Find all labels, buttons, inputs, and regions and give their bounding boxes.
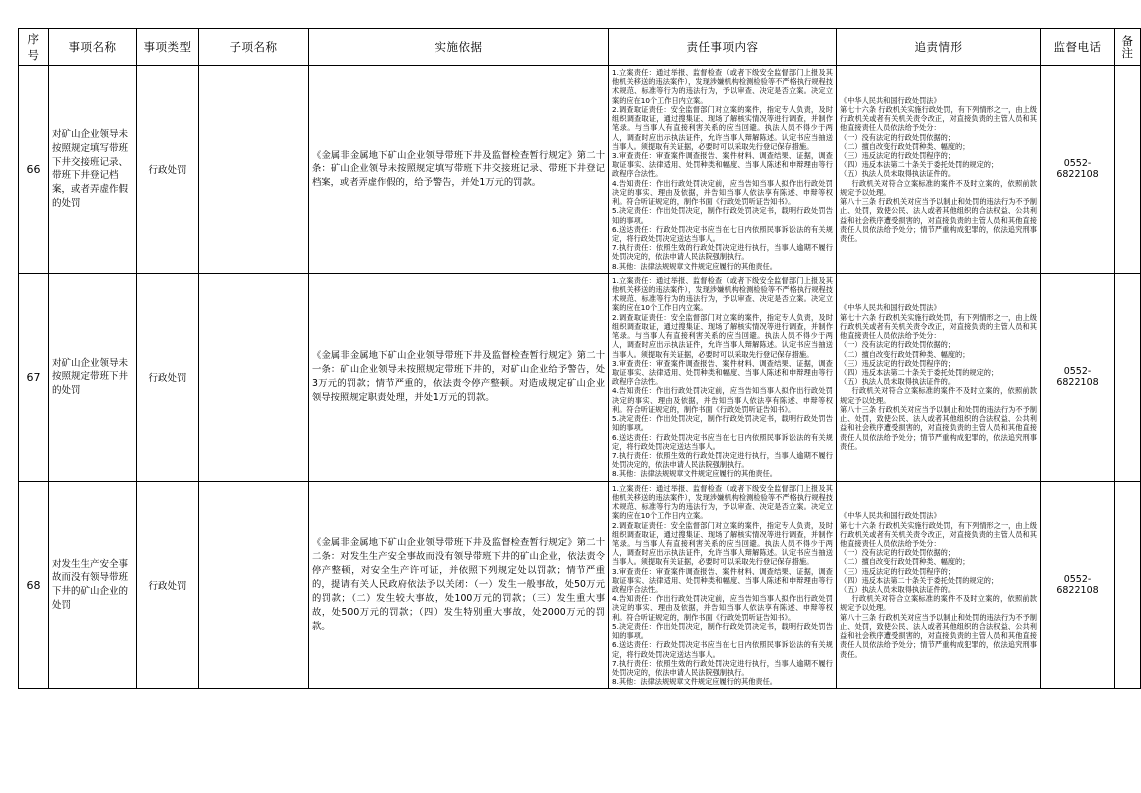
cell-item-name: 对发生生产安全事故而没有领导带班下井的矿山企业的处罚	[49, 481, 137, 689]
cell-item-name: 对矿山企业领导未按照规定填写带班下井交接班记录、带班下井登记档案，或者弄虚作假的处罚	[49, 66, 137, 274]
cell-duty-content	[609, 273, 837, 481]
responsibility-paragraph: （五）执法人员未取得执法证件的。	[840, 377, 956, 387]
header-note: 备注	[1115, 29, 1141, 66]
duty-paragraph: 5.决定责任：作出处罚决定，制作行政处罚决定书，载明行政处罚告知的事项。	[612, 414, 833, 433]
duty-paragraph: 4.告知责任：作出行政处罚决定前，应当告知当事人拟作出行政处罚决定的事实、理由及依据，并告知当事人依法享有陈述、申辩等权利。符合听证规定的，制作书面《行政处罚听证告知书》。	[612, 386, 833, 414]
responsibility-paragraph: 《中华人民共和国行政处罚法》	[840, 95, 941, 105]
responsibility-paragraph: 第七十六条 行政机关实施行政处罚，有下列情形之一，由上级行政机关或者有关机关责令改正，对直接负责的主管人员和其他直接责任人员依法给予处分：	[840, 312, 1037, 341]
responsibility-paragraph: （二）擅自改变行政处罚种类、幅度的；	[840, 349, 970, 359]
duty-paragraph: 5.决定责任：作出处罚决定，制作行政处罚决定书，载明行政处罚告知的事项。	[612, 206, 833, 225]
duty-paragraph: 6.送达责任：行政处罚决定书应当在七日内依照民事诉讼法的有关规定，将行政处罚决定送达当事人。	[612, 640, 833, 659]
table-row	[19, 481, 1141, 689]
responsibility-paragraph: 第七十六条 行政机关实施行政处罚，有下列情形之一，由上级行政机关或者有关机关责令改正，对直接负责的主管人员和其他直接责任人员依法给予处分：	[840, 520, 1037, 548]
cell-no: 68	[19, 481, 49, 689]
duty-paragraph: 8.其他：法律法规规章文件规定应履行的其他责任。	[612, 677, 777, 687]
responsibility-paragraph: 第八十三条 行政机关对应当予以制止和处罚的违法行为不予制止、处罚，致使公民、法人或者其他组织的合法权益、公共利益和社会秩序遭受损害的，对直接负责的主管人员和其他直接责任人员依法给予处分；情节严重构成犯罪的，依法追究刑事责任。	[840, 197, 1037, 243]
responsibility-paragraph: （四）违反本法第二十条关于委托处罚的规定的；	[840, 575, 999, 585]
duty-paragraph: 6.送达责任：行政处罚决定书应当在七日内依照民事诉讼法的有关规定，将行政处罚决定送达当事人。	[612, 432, 833, 451]
responsibility-paragraph: 《中华人民共和国行政处罚法》	[840, 303, 941, 313]
responsibility-paragraph: 第八十三条 行政机关对应当予以制止和处罚的违法行为不予制止、处罚，致使公民、法人或者其他组织的合法权益、公共利益和社会秩序遭受损害的，对直接负责的主管人员和其他直接责任人员依法给予处分；情节严重构成犯罪的，依法追究刑事责任。	[840, 612, 1037, 659]
table-row	[19, 66, 1141, 274]
header-sub: 子项名称	[199, 29, 309, 66]
cell-sub-name	[199, 481, 309, 689]
responsibility-paragraph: 行政机关对符合立案标准的案件不及时立案的，依照前款规定予以处理。	[840, 386, 1037, 405]
duty-paragraph: 7.执行责任：依照生效的行政处罚决定进行执行，当事人逾期不履行处罚决定的，依法申请人民法院强制执行。	[612, 658, 833, 677]
responsibility-paragraph: （五）执法人员未取得执法证件的。	[840, 585, 956, 595]
duty-paragraph: 1.立案责任：通过举报、监督检查（或者下级安全监督部门上报及其他机关移送的违法案件），发现涉嫌机构检测检验等不严格执行规程技术规范、标准等行为的违法行为，予以审查、决定是否立案。决定立案的应在10个工作日内立案。	[612, 275, 833, 313]
responsibility-paragraph: （二）擅自改变行政处罚种类、幅度的；	[840, 141, 970, 151]
cell-item-type: 行政处罚	[137, 481, 199, 689]
cell-responsibility	[837, 66, 1041, 274]
responsibility-paragraph: （三）违反法定的行政处罚程序的；	[840, 150, 956, 160]
header-basis: 实施依据	[309, 29, 609, 66]
cell-sub-name	[199, 66, 309, 274]
responsibility-paragraph: 第八十三条 行政机关对应当予以制止和处罚的违法行为不予制止、处罚，致使公民、法人或者其他组织的合法权益、公共利益和社会秩序遭受损害的，对直接负责的主管人员和其他直接责任人员依法给予处分；情节严重构成犯罪的，依法追究刑事责任。	[840, 404, 1037, 451]
responsibility-paragraph: （三）违反法定的行政处罚程序的；	[840, 566, 956, 576]
responsibility-paragraph: 《中华人民共和国行政处罚法》	[840, 511, 941, 521]
duty-paragraph: 5.决定责任：作出处罚决定，制作行政处罚决定书，载明行政处罚告知的事项。	[612, 621, 833, 641]
responsibility-paragraph: 行政机关对符合立案标准的案件不及时立案的，依照前款规定予以处理。	[840, 178, 1037, 197]
header-duty: 责任事项内容	[609, 29, 837, 66]
table-header	[19, 29, 1141, 66]
cell-duty-content	[609, 481, 837, 689]
responsibility-paragraph: 第七十六条 行政机关实施行政处罚，有下列情形之一，由上级行政机关或者有关机关责令改正，对直接负责的主管人员和其他直接责任人员依法给予处分：	[840, 104, 1037, 133]
cell-no: 66	[19, 66, 49, 274]
table-header-row	[19, 29, 1141, 66]
responsibility-paragraph: （一）没有法定的行政处罚依据的；	[840, 548, 956, 558]
responsibility-list-table	[18, 28, 1141, 689]
cell-supervision-phone: 0552-6822108	[1041, 481, 1115, 689]
duty-paragraph: 7.执行责任：依照生效的行政处罚决定进行执行，当事人逾期不履行处罚决定的，依法申请人民法院强制执行。	[612, 243, 833, 262]
header-responsibility: 追责情形	[837, 29, 1041, 66]
responsibility-paragraph: （四）违反本法第二十条关于委托处罚的规定的；	[840, 368, 999, 377]
cell-responsibility	[837, 273, 1041, 481]
duty-paragraph: 4.告知责任：作出行政处罚决定前，应当告知当事人拟作出行政处罚决定的事实、理由及依据，并告知当事人依法享有陈述、申辩等权利。符合听证规定的，制作书面《行政处罚听证告知书》。	[612, 178, 833, 207]
duty-paragraph: 3.审查责任：审查案件调查报告、案件材料、调查结果、证据，调查取证事实、法律适用、处罚种类和幅度、当事人陈述和申辩理由等行政程序合法性。	[612, 358, 833, 387]
cell-responsibility	[837, 481, 1041, 689]
duty-paragraph: 4.告知责任：作出行政处罚决定前，应当告知当事人拟作出行政处罚决定的事实、理由及依据，并告知当事人依法享有陈述、申辩等权利。符合听证规定的，制作书面《行政处罚听证告知书》。	[612, 594, 833, 622]
cell-basis: 《金属非金属地下矿山企业领导带班下井及监督检查暂行规定》第二十二条：对发生生产安全事故而没有领导带班下井的矿山企业，依法责令停产整顿，对安全生产许可证，并依照下列规定处以罚款；情节严重的，提请有关人民政府依法予以关闭：（一）发生一般事故，处50万元的罚款；（二）发生较大事故，处100万元的罚款；（三）发生重大事故，处500万元的罚款；（四）发生特别重大事故，处2000万元的罚款。	[309, 481, 609, 689]
cell-basis: 《金属非金属地下矿山企业领导带班下井及监督检查暂行规定》第二十一条：矿山企业领导未按照规定带班下井的，对矿山企业给予警告，处3万元的罚款；情节严重的，依法责令停产整顿。对造成规定矿山企业领导按照规定职责处理，并处1万元的罚款。	[309, 273, 609, 481]
duty-paragraph: 1.立案责任：通过举报、监督检查（或者下级安全监督部门上报及其他机关移送的违法案件），发现涉嫌机构检测检验等不严格执行规程技术规范、标准等行为的违法行为，予以审查、决定是否立案。决定立案的应在10个工作日内立案。	[612, 68, 833, 105]
responsibility-paragraph: （四）违反本法第二十条关于委托处罚的规定的；	[840, 160, 999, 170]
responsibility-paragraph: （二）擅自改变行政处罚种类、幅度的；	[840, 557, 970, 567]
responsibility-paragraph: （一）没有法定的行政处罚依据的；	[840, 132, 956, 142]
duty-paragraph: 6.送达责任：行政处罚决定书应当在七日内依照民事诉讼法的有关规定，将行政处罚决定送达当事人。	[612, 224, 833, 243]
cell-item-name: 对矿山企业领导未按照规定带班下井的处罚	[49, 273, 137, 481]
responsibility-paragraph: 行政机关对符合立案标准的案件不及时立案的，依照前款规定予以处理。	[840, 594, 1037, 613]
header-phone: 监督电话	[1041, 29, 1115, 66]
cell-basis: 《金属非金属地下矿山企业领导带班下井及监督检查暂行规定》第二十条：矿山企业领导未按照规定填写带班下井交接班记录、带班下井登记档案，或者弄虚作假的，给予警告，并处1万元的罚款。	[309, 66, 609, 274]
cell-note	[1115, 273, 1141, 481]
cell-no: 67	[19, 273, 49, 481]
cell-supervision-phone: 0552-6822108	[1041, 66, 1115, 274]
header-no: 序号	[19, 29, 49, 66]
cell-supervision-phone: 0552-6822108	[1041, 273, 1115, 481]
table-row	[19, 273, 1141, 481]
header-name: 事项名称	[49, 29, 137, 66]
duty-paragraph: 2.调查取证责任：安全监督部门对立案的案件，指定专人负责，及时组织调查取证，通过搜集证、现场了解核实情况等进行调查，并制作笔录。与当事人有直接利害关系的应当回避。执法人员不得少于两人，调查时应出示执法证件，允许当事人辩解陈述。认定书应当抽送当事人。须提取有关证据，必要时可以采取先行登记保存措施。	[612, 312, 833, 359]
cell-note	[1115, 481, 1141, 689]
cell-note	[1115, 66, 1141, 274]
duty-paragraph: 2.调查取证责任：安全监督部门对立案的案件，指定专人负责，及时组织调查取证，通过搜集证、现场了解核实情况等进行调查，并制作笔录。与当事人有直接利害关系的应当回避。执法人员不得少于两人，调查时应出示执法证件，允许当事人辩解陈述。认定书应当抽送当事人。须提取有关证据，必要时可以采取先行登记保存措施。	[612, 104, 833, 151]
duty-paragraph: 3.审查责任：审查案件调查报告、案件材料、调查结果、证据，调查取证事实、法律适用、处罚种类和幅度、当事人陈述和申辩理由等行政程序合法性。	[612, 150, 833, 179]
duty-paragraph: 8.其他：法律法规规章文件规定应履行的其他责任。	[612, 261, 777, 271]
duty-paragraph: 8.其他：法律法规规章文件规定应履行的其他责任。	[612, 469, 777, 479]
cell-item-type: 行政处罚	[137, 66, 199, 274]
cell-sub-name	[199, 273, 309, 481]
duty-paragraph: 1.立案责任：通过举报、监督检查（或者下级安全监督部门上报及其他机关移送的违法案件），发现涉嫌机构检测检验等不严格执行规程技术规范、标准等行为的违法行为，予以审查、决定是否立案。决定立案的应在10个工作日内立案。	[612, 483, 833, 521]
header-type: 事项类型	[137, 29, 199, 66]
cell-item-type: 行政处罚	[137, 273, 199, 481]
duty-paragraph: 7.执行责任：依照生效的行政处罚决定进行执行，当事人逾期不履行处罚决定的，依法申请人民法院强制执行。	[612, 450, 833, 470]
table-body	[19, 66, 1141, 689]
responsibility-paragraph: （一）没有法定的行政处罚依据的；	[840, 340, 956, 350]
responsibility-paragraph: （五）执法人员未取得执法证件的。	[840, 169, 956, 179]
cell-duty-content	[609, 66, 837, 274]
duty-paragraph: 2.调查取证责任：安全监督部门对立案的案件，指定专人负责，及时组织调查取证，通过搜集证、现场了解核实情况等进行调查，并制作笔录。与当事人有直接利害关系的应当回避。执法人员不得少于两人，调查时应出示执法证件，允许当事人辩解陈述。认定书应当抽送当事人。须提取有关证据，必要时可以采取先行登记保存措施。	[612, 520, 833, 567]
responsibility-paragraph: （三）违反法定的行政处罚程序的；	[840, 358, 956, 368]
duty-paragraph: 3.审查责任：审查案件调查报告、案件材料、调查结果、证据，调查取证事实、法律适用、处罚种类和幅度、当事人陈述和申辩理由等行政程序合法性。	[612, 566, 833, 595]
